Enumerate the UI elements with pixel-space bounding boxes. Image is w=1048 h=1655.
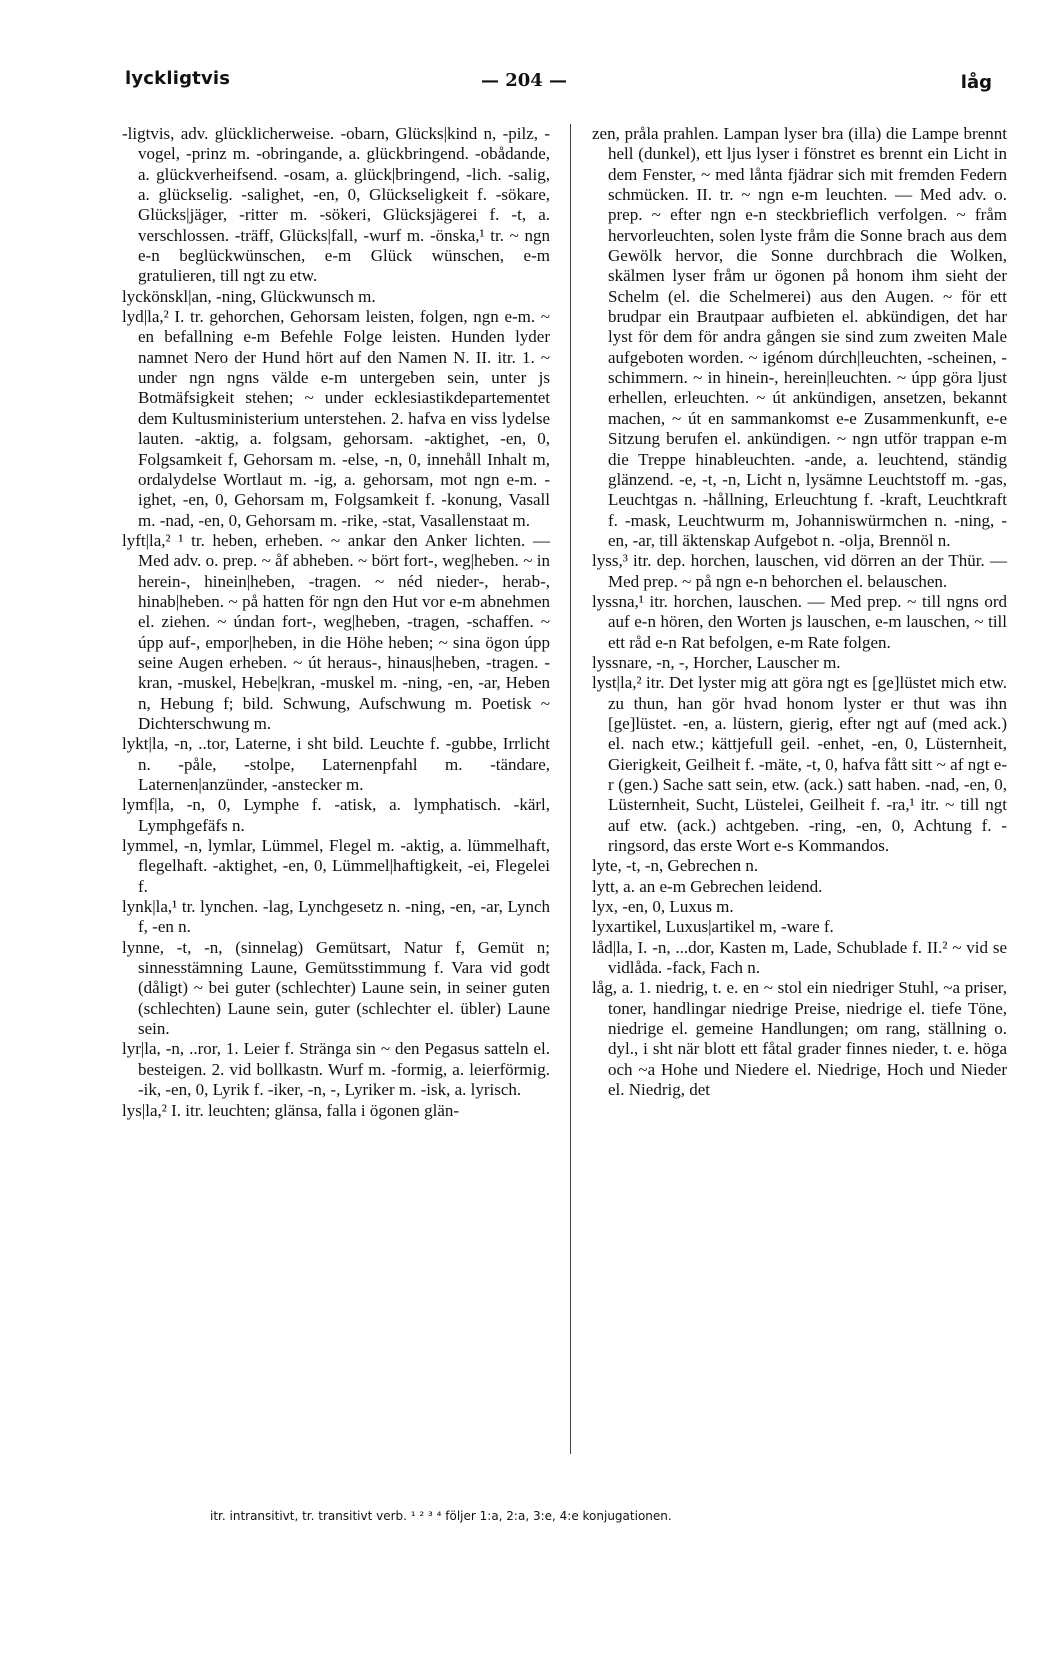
entry: lykt|la, -n, ..tor, Laterne, i sht bild. Leuchte f. -gubbe, Irrlicht n. -påle, -stolpe, Laternenpfahl m. -tändare, Laternen|anzünder, -anstecker m. [122, 734, 550, 794]
entry: zen, pråla prahlen. Lampan lyser bra (illa) die Lampe brennt hell (dunkel), ett ljus lyser i fönstret es brennt ein Licht in dem Fenster, ~ med lånta fjädrar sich mit fremden Federn schmücken. II. tr. ~ ngn e-m leuchten. — Med adv. o. prep. ~ efter ngn e-n steckbrieflich verfolgen. ~ fråm hervorleuchten, solen lyste fråm die Sonne brach aus dem Gewölk hervor, die Sonne durchbrach die Wolken, skälmen lyser fråm ur ögonen på honom ihm sieht der Schelm (el. die Schelmerei) aus den Augen. ~ för ett brudpar ein Brautpaar aufbieten el. abkündigen, det har lyst för dem för andra gången sie sind zum zweiten Male aufgeboten worden. ~ igénom dúrch|leuchten, -scheinen, -schimmern. ~ in hinein-, herein|leuchten. ~ úpp göra ljust erhellen, erleuchten. ~ út ankündigen, ansetzen, bekannt machen, ~ út en sammankomst e-e Zusammenkunft, e-e Sitzung berufen el. ankündigen. ~ ngn utför trappan e-m die Treppe hinableuchten. -ande, a. leuchtend, ständig glänzend. -e, -t, -n, Licht n, lysämne Leuchtstoff m. -gas, Leuchtgas n. -hållning, Erleuchtung f. -kraft, Leuchtkraft f. -mask, Leuchtwurm m, Johanniswürmchen n. -ning, -en, -ar, till äktenskap Aufgebot n. -olja, Brennöl n. [592, 124, 1007, 550]
entry: låd|la, I. -n, ...dor, Kasten m, Lade, Schublade f. II.² ~ vid se vidlåda. -fack, Fach n. [592, 937, 1007, 978]
running-head-left: lyckligtvis [125, 68, 231, 89]
entry: lyckönskl|an, -ning, Glückwunsch m. [122, 286, 376, 306]
entry: låg, a. 1. niedrig, t. e. en ~ stol ein niedriger Stuhl, ~a priser, toner, handlingar niedrige Preise, niedrige el. tiefe Töne, niedrige el. gemeine Handlungen; om rang, ställning o. dyl., i sht när blott ett fåtal grader finnes nieder, t. e. höga och ~a Hohe und Niedere el. Niedrige, Hoch und Nieder el. Niedrig, det [592, 978, 1007, 1100]
entry: lymmel, -n, lymlar, Lümmel, Flegel m. -aktig, a. lümmelhaft, flegelhaft. -aktighet, -en, 0, Lümmel|haftigkeit, -ei, Flegelei f. [122, 836, 550, 896]
entry: lytt, a. an e-m Gebrechen leidend. [592, 876, 823, 896]
entry: lyssnare, -n, -, Horcher, Lauscher m. [592, 652, 841, 672]
entry: lyr|la, -n, ..ror, 1. Leier f. Stränga sin ~ den Pegasus satteln el. besteigen. 2. vid bollkastn. Wurf m. -formig, a. leierförmig. -ik, -en, 0, Lyrik f. -iker, -n, -, Lyriker m. -isk, a. lyrisch. [122, 1039, 550, 1100]
entry: lynne, -t, -n, (sinnelag) Gemütsart, Natur f, Gemüt n; sinnesstämning Laune, Gemütsstimmung f. Vara vid godt (dåligt) ~ bei guter (schlechter) Laune sein, in seiner guten (schlechten) Laune sein, guter (schlechter el. übler) Laune sein. [122, 937, 550, 1039]
left-column [122, 124, 550, 1121]
entry: lynk|la,¹ tr. lynchen. -lag, Lynchgesetz n. -ning, -en, -ar, Lynch f, -en n. [122, 897, 550, 937]
entry: lyssna,¹ itr. horchen, lauschen. — Med prep. ~ till ngns ord auf e-n hören, den Worten js lauschen, e-m lauschen, ~ till ett råd e-n Rat befolgen, e-m Rate folgen. [592, 591, 1007, 652]
entry: lyx, -en, 0, Luxus m. [592, 897, 734, 917]
footnote: itr. intransitivt, tr. transitivt verb. ¹ ² ³ ⁴ följer 1:a, 2:a, 3:e, 4:e konjugationen. [210, 1509, 672, 1523]
right-column [592, 124, 1007, 1101]
entry: lyd|la,² I. tr. gehorchen, Gehorsam leisten, folgen, ngn e-m. ~ en befallning e-m Befehle Folge leisten. Hunden lyder namnet Nero der Hund hört auf den Namen N. II. itr. 1. ~ under ngn ngns välde e-m untergeben sein, unter js Botmäfsigkeit stehen; ~ under ecklesiastikdepartementet dem Kultusministerium unterstehen. 2. hafva en viss lydelse lauten. -aktig, a. folgsam, gehorsam. -aktighet, -en, 0, Folgsamkeit f, Gehorsam m. -else, -n, 0, innehåll Inhalt m, ordalydelse Wortlaut m. -ig, a. gehorsam, mot ngn e-m. -ighet, -en, 0, Gehorsam m, Folgsamkeit f. -konung, Vasall m. -nad, -en, 0, Gehorsam m. -rike, -stat, Vasallenstaat m. [122, 307, 550, 530]
entry: lyss,³ itr. dep. horchen, lauschen, vid dörren an der Thür. — Med prep. ~ på ngn e-n behorchen el. belauschen. [592, 551, 1007, 591]
column-divider [570, 124, 571, 1454]
entry: lyft|la,² ¹ tr. heben, erheben. ~ ankar den Anker lichten. — Med adv. o. prep. ~ åf abheben. ~ bört fort-, weg|heben. ~ in herein-, hinein|heben, -tragen. ~ néd nieder-, herab-, hinab|heben. ~ på hatten för ngn den Hut vor e-m abnehmen el. ziehen. ~ úndan fort-, weg|heben, -tragen, -schaffen. ~ úpp auf-, empor|heben, in die Höhe heben; ~ sina ögon úpp seine Augen erheben. ~ út heraus-, hinaus|heben, -tragen. -kran, -muskel, Hebe|kran, -muskel m. -ning, -en, -ar, Heben n, Hebung f; bild. Schwung, Aufschwung m. Poetisk ~ Dichterschwung m. [122, 530, 550, 733]
entry: lys|la,² I. itr. leuchten; glänsa, falla i ögonen glän- [122, 1100, 460, 1120]
page-number: — 204 — [480, 70, 568, 91]
entry: lymf|la, -n, 0, Lymphe f. -atisk, a. lymphatisch. -kärl, Lymphgefäfs n. [122, 795, 550, 835]
entry: -ligtvis, adv. glücklicherweise. -obarn, Glücks|kind n, -pilz, -vogel, -prinz m. -obringande, a. glückbringend. -obådande, a. glückverheifsend. -osam, a. glück|bringend, -lich. -salig, a. glückselig. -salighet, -en, 0, Glückseligkeit f. -sökare, Glücks|jäger, -ritter m. -sökeri, Glücksjägerei f. -t, a. verschlossen. -träff, Glücks|fall, -wurf m. -önska,¹ tr. ~ ngn e-n beglückwünschen, e-m Glück wünschen, e-m gratulieren, till ngt zu etw. [122, 124, 550, 286]
entry: lyxartikel, Luxus|artikel m, -ware f. [592, 917, 834, 937]
running-head-right: låg [960, 72, 992, 93]
entry: lyte, -t, -n, Gebrechen n. [592, 856, 759, 876]
entry: lyst|la,² itr. Det lyster mig att göra ngt es [ge]lüstet mich etw. zu thun, han gör hvad honom lyster er thut was ihn [ge]lüstet. -en, a. lüstern, gierig, efter ngt auf (med ack.) el. nach etw.; kättjefull geil. -enhet, -en, 0, Lüsternheit, Gierigkeit, Geilheit f. -mäte, -t, 0, hafva fått sitt ~ af ngt e-r (gen.) Sache satt sein, etw. (ack.) satt haben. -nad, -en, 0, Lüsternheit, Sucht, Lüstelei, Geilheit f. -ra,¹ itr. ~ till ngt auf etw. (ack.) achtgeben. -ring, -en, 0, Achtung f. -ringsord, das erste Wort e-s Kommandos. [592, 673, 1007, 856]
